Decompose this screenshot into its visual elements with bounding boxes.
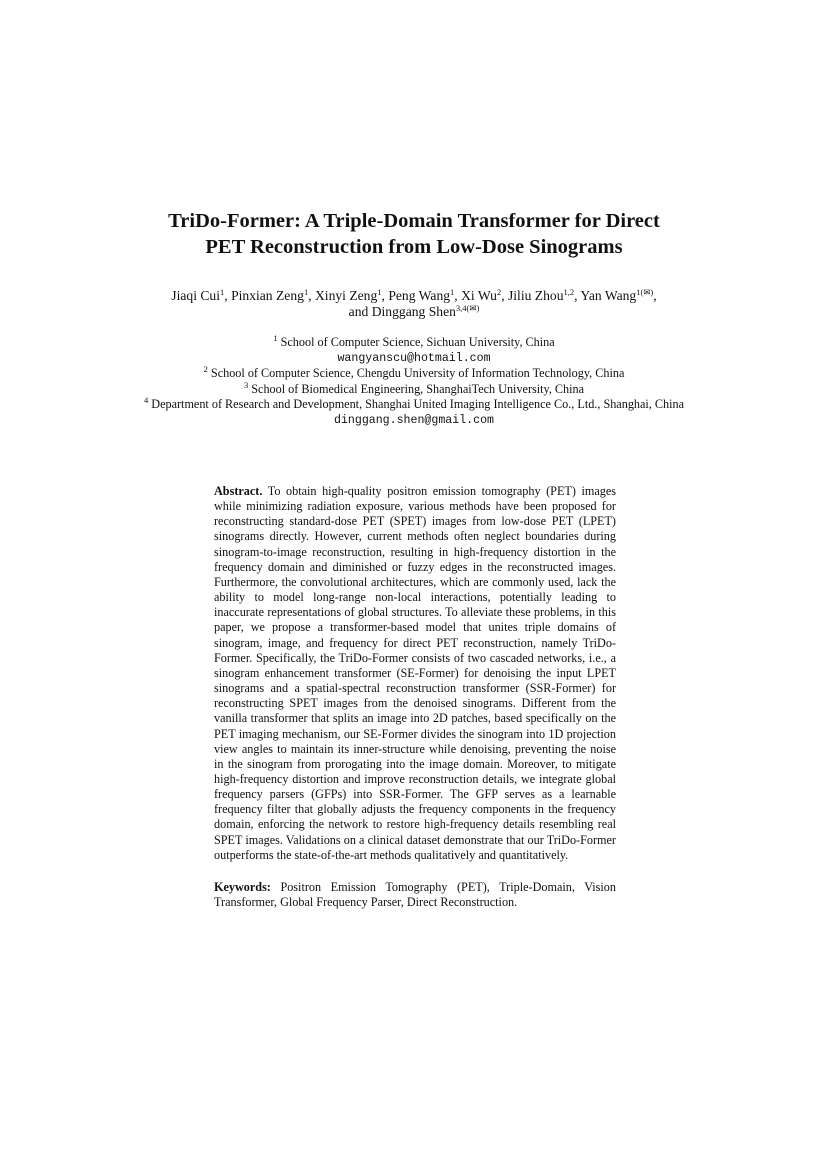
author-name: Dinggang Shen (371, 304, 456, 319)
affiliation-number: 2 (203, 364, 208, 375)
author-separator: , (574, 288, 581, 303)
author-name: Peng Wang (388, 288, 451, 303)
author-affiliation-mark: 1,2 (563, 287, 575, 297)
affiliation-text: School of Computer Science, Chengdu University of Information Technology, China (210, 366, 625, 381)
author-name: Jiliu Zhou (507, 288, 564, 303)
author-affiliation-mark: 1(✉) (636, 287, 654, 297)
abstract (214, 484, 616, 863)
title-line-1: TriDo-Former: A Triple-Domain Transformer for Direct (168, 210, 660, 232)
abstract-text: To obtain high-quality positron emission tomography (PET) images while minimizing radiation exposure, various methods have been proposed for reconstructing standard-dose PET (SPET) images from low-dose PET (LPET) sinograms directly. However, current methods often neglect boundaries during sinogram-to-image reconstruction, resulting in high-frequency distortion in the frequency domain and diminished or fuzzy edges in the reconstructed images. Furthermore, the convolutional architectures, which are commonly used, lack the ability to model long-range non-local interactions, potentially leading to inaccurate representations of global structures. To alleviate these problems, in this paper, we propose a transformer-based model that unites triple domains of sinogram, image, and frequency for direct PET reconstruction, namely TriDo-Former. Specifically, the TriDo-Former consists of two cascaded networks, i.e., a sinogram enhancement transformer (SE-Former) for denoising the input LPET sinograms and a spatial-spectral reconstruction transformer (SSR-Former) for reconstructing SPET images from the denoised sinograms. Different from the vanilla transformer that splits an image into 2D patches, based specifically on the PET imaging mechanism, our SE-Former divides the sinogram into 1D projection view angles to maintain its inner-structure while denoising, preventing the noise in the sinogram from prorogating into the image domain. Moreover, to mitigate high-frequency distortion and improve reconstruction details, we integrate global frequency parsers (GFPs) into SSR-Former. The GFP serves as a learnable frequency filter that globally adjusts the frequency components in the frequency domain, enforcing the network to restore high-frequency details resembling real SPET images. Validations on a clinical dataset demonstrate that our TriDo-Former outperforms the state-of-the-art methods qualitatively and quantitatively. (214, 484, 616, 862)
keywords-text: Positron Emission Tomography (PET), Triple-Domain, Vision Transformer, Global Frequency Parser, Direct Reconstruction. (214, 880, 616, 910)
affiliation-list (110, 335, 718, 429)
affiliation-3 (110, 379, 718, 398)
paper-title (110, 208, 718, 260)
affiliation-4 (110, 397, 718, 413)
author-separator: , (308, 288, 315, 303)
abstract-label: Abstract. (214, 484, 263, 498)
author-separator: , (454, 288, 462, 303)
title-line-2: PET Reconstruction from Low-Dose Sinograms (205, 236, 623, 258)
email-link[interactable]: wangyanscu@hotmail.com (337, 351, 491, 365)
affiliation-text: School of Biomedical Engineering, ShanghaiTech University, China (251, 381, 585, 396)
author-affiliation-mark: 1 (220, 287, 225, 297)
email-link[interactable]: dinggang.shen@gmail.com (333, 413, 495, 427)
author-separator: , (224, 288, 232, 303)
affiliation-number: 1 (273, 333, 278, 343)
affiliation-text: Department of Research and Development, Shanghai United Imaging Intelligence Co., Ltd., Shanghai, China (151, 397, 685, 412)
author-name: Yan Wang (580, 288, 637, 303)
author-separator: , and (348, 288, 657, 319)
author-affiliation-mark: 1 (377, 287, 382, 297)
author-list (160, 288, 668, 320)
author-name: Pinxian Zeng (231, 288, 304, 303)
affiliation-2 (110, 366, 718, 382)
author-separator: , (501, 288, 508, 303)
author-name: Xinyi Zeng (314, 288, 378, 303)
keywords-label: Keywords: (214, 880, 271, 894)
affiliation-number: 4 (143, 395, 149, 406)
author-name: Jiaqi Cui (171, 288, 221, 303)
author-name: Xi Wu (461, 288, 497, 303)
author-affiliation-mark: 3,4(✉) (455, 303, 480, 313)
author-affiliation-mark: 1 (303, 287, 309, 297)
affiliation-number: 3 (243, 379, 249, 390)
author-affiliation-mark: 1 (450, 287, 455, 297)
author-affiliation-mark: 2 (496, 287, 502, 297)
keywords (214, 880, 616, 910)
author-separator: , (381, 288, 389, 303)
affiliation-1 (110, 335, 718, 351)
affiliation-text: School of Computer Science, Sichuan University, China (280, 335, 555, 349)
